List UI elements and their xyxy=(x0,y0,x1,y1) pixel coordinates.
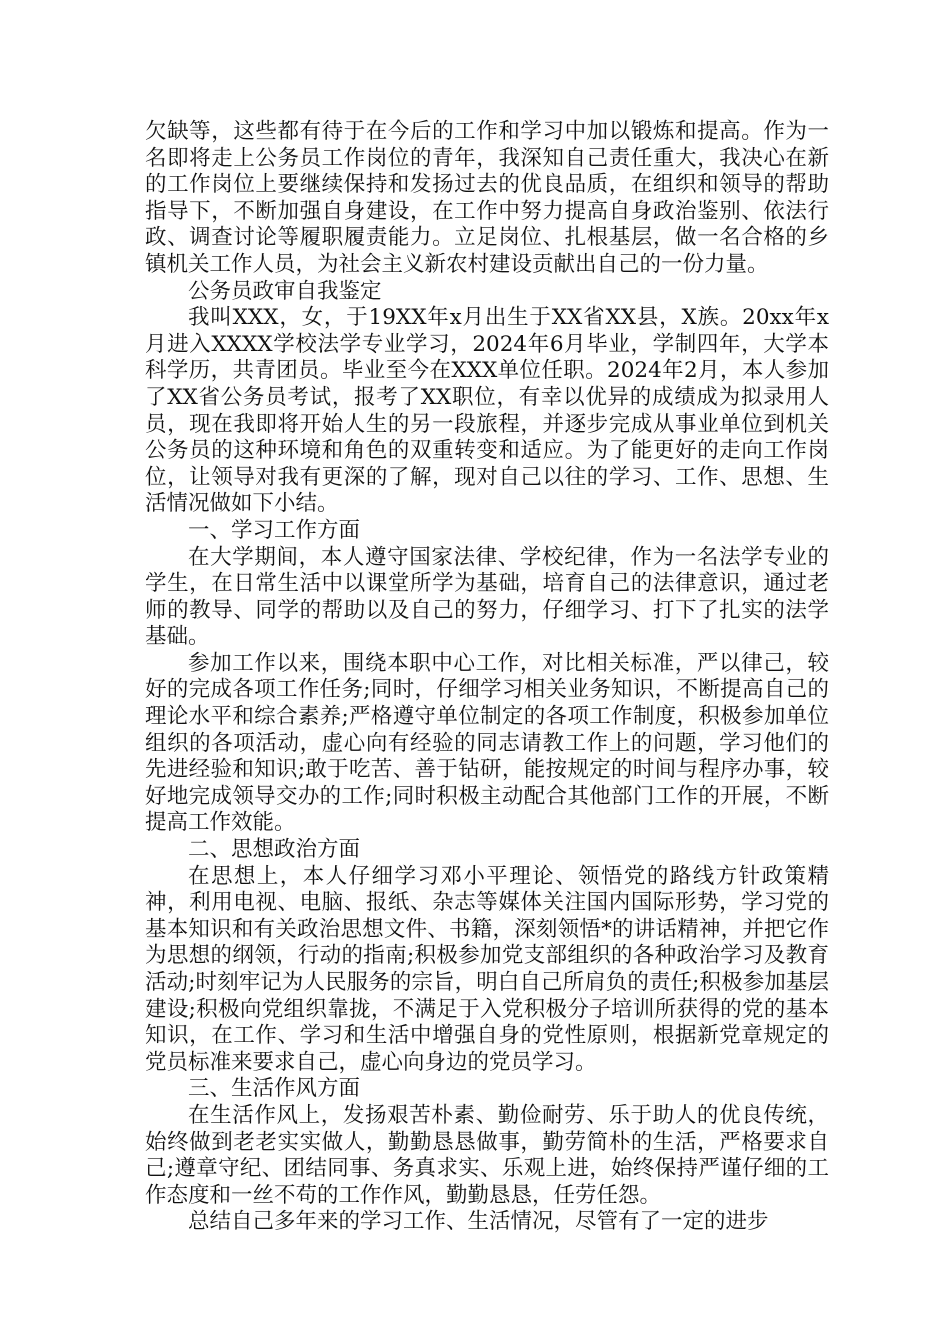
section-heading-study-work: 一、学习工作方面 xyxy=(188,517,361,543)
paragraph-political-thought: 在思想上，本人仔细学习邓小平理论、领悟党的路线方针政策精神，利用电视、电脑、报纸、杂志等媒体关注国内国际形势，学习党的基本知识和有关政治思想文件、书籍，深刻领悟*的讲话精神，并把它作为思想的纲领，行动的指南;积极参加党支部组织的各种政治学习及教育活动;时刻牢记为人民服务的宗旨，明白自己所肩负的责任;积极参加基层建设;积极向党组织靠拢，不满足于入党积极分子培训所获得的党的基本知识，在工作、学习和生活中增强自身的党性原则，根据新党章规定的党员标准来要求自己，虚心向身边的党员学习。 xyxy=(145,863,829,1075)
paragraph-continued: 欠缺等，这些都有待于在今后的工作和学习中加以锻炼和提高。作为一名即将走上公务员工作岗位的青年，我深知自己责任重大，我决心在新的工作岗位上要继续保持和发扬过去的优良品质，在组织和领导的帮助指导下，不断加强自身建设，在工作中努力提高自身政治鉴别、依法行政、调查讨论等履职履责能力。立足岗位、扎根基层，做一名合格的乡镇机关工作人员，为社会主义新农村建设贡献出自己的一份力量。 xyxy=(145,119,829,277)
paragraph-summary: 总结自己多年来的学习工作、生活情况，尽管有了一定的进步 xyxy=(188,1209,769,1235)
paragraph-lifestyle: 在生活作风上，发扬艰苦朴素、勤俭耐劳、乐于助人的优良传统，始终做到老老实实做人，勤勤恳恳做事，勤劳简朴的生活，严格要求自己;遵章守纪、团结同事、务真求实、乐观上进，始终保持严谨仔细的工作态度和一丝不苟的工作作风，勤勤恳恳，任劳任怨。 xyxy=(145,1102,829,1208)
section-heading-political-thought: 二、思想政治方面 xyxy=(188,837,361,863)
section-heading-lifestyle: 三、生活作风方面 xyxy=(188,1076,361,1102)
paragraph-university: 在大学期间，本人遵守国家法律、学校纪律，作为一名法学专业的学生，在日常生活中以课堂所学为基础，培育自己的法律意识，通过老师的教导、同学的帮助以及自己的努力，仔细学习、打下了扎实的法学基础。 xyxy=(145,544,829,650)
document-page xyxy=(145,119,829,1236)
section-title-self-assessment: 公务员政审自我鉴定 xyxy=(188,278,382,304)
paragraph-work: 参加工作以来，围绕本职中心工作，对比相关标准，严以律己，较好的完成各项工作任务;同时，仔细学习相关业务知识，不断提高自己的理论水平和综合素养;严格遵守单位制定的各项工作制度，积极参加单位组织的各项活动，虚心向有经验的同志请教工作上的问题，学习他们的先进经验和知识;敢于吃苦、善于钻研，能按规定的时间与程序办事，较好地完成领导交办的工作;同时积极主动配合其他部门工作的开展，不断提高工作效能。 xyxy=(145,650,829,836)
paragraph-introduction: 我叫XXX，女，于19XX年x月出生于XX省XX县，X族。20xx年x月进入XXXX学校法学专业学习，2024年6月毕业，学制四年，大学本科学历，共青团员。毕业至今在XXX单位任职。2024年2月，本人参加了XX省公务员考试，报考了XX职位，有幸以优异的成绩成为拟录用人员，现在我即将开始人生的另一段旅程，并逐步完成从事业单位到机关公务员的这种环境和角色的双重转变和适应。为了能更好的走向工作岗位，让领导对我有更深的了解，现对自己以往的学习、工作、思想、生活情况做如下小结。 xyxy=(145,305,829,517)
